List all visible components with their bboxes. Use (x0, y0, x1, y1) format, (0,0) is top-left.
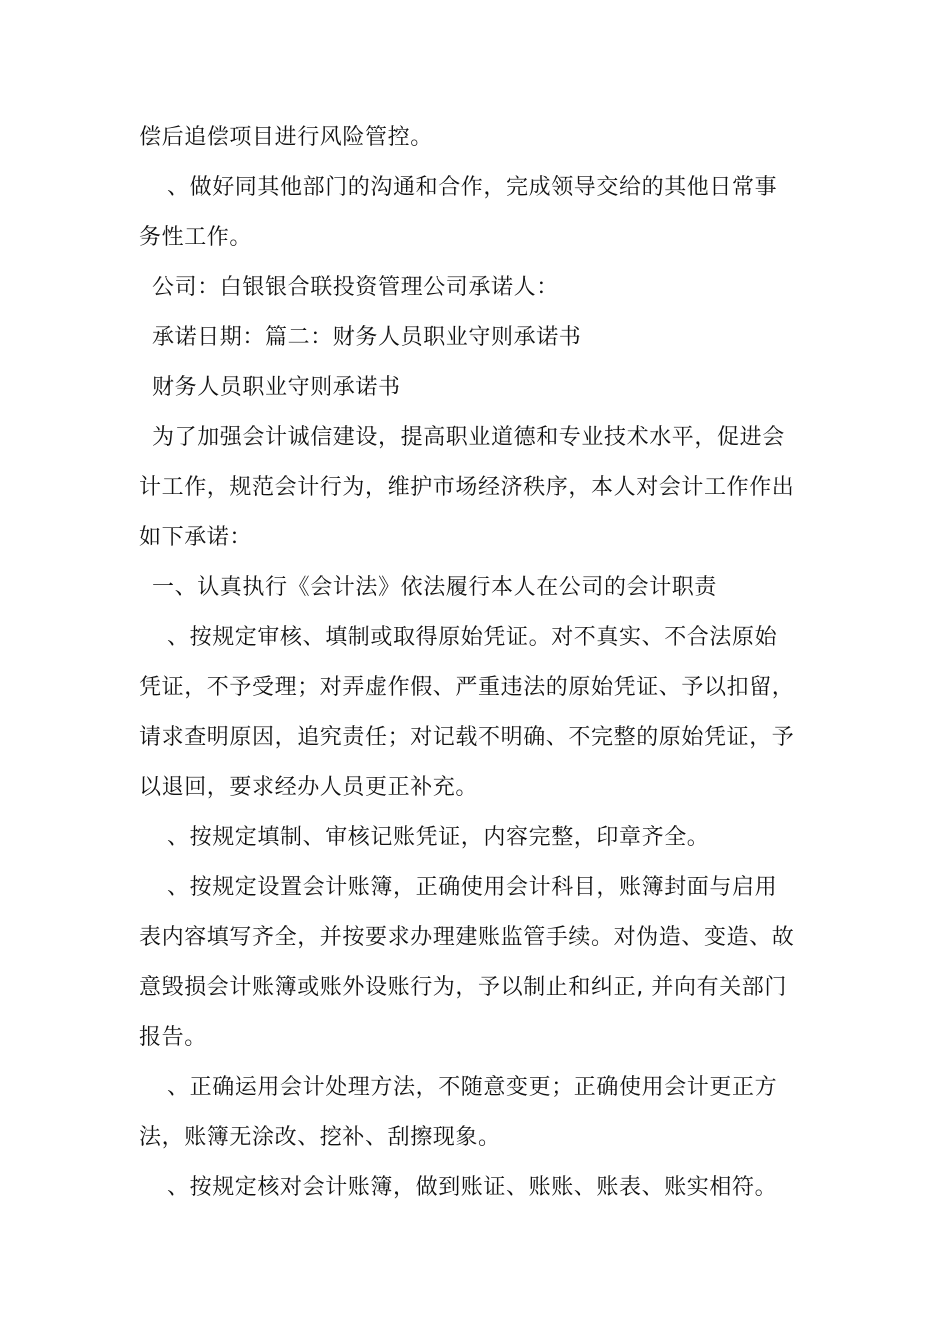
text-line: 请求查明原因，追究责任；对记载不明确、不完整的原始凭证，予 (139, 725, 795, 750)
text-line: 为了加强会计诚信建设，提高职业道德和专业技术水平，促进会 (152, 425, 785, 450)
text-line: 意毁损会计账簿或账外设账行为，予以制止和纠正, 并向有关部门 (139, 975, 787, 1000)
text-line: 承诺日期：篇二：财务人员职业守则承诺书 (152, 325, 582, 350)
text-line: 一、认真执行《会计法》依法履行本人在公司的会计职责 (152, 575, 718, 600)
text-line: 、按规定设置会计账簿，正确使用会计科目，账簿封面与启用 (167, 875, 778, 900)
text-line: 、按规定核对会计账簿，做到账证、账账、账表、账实相符。 (167, 1175, 778, 1200)
text-line: 计工作，规范会计行为，维护市场经济秩序，本人对会计工作作出 (139, 475, 795, 500)
text-line: 以退回，要求经办人员更正补充。 (139, 775, 479, 800)
text-line: 、做好同其他部门的沟通和合作，完成领导交给的其他日常事 (167, 175, 778, 200)
text-line: 公司：白银银合联投资管理公司承诺人： (152, 275, 559, 300)
text-line: 、按规定填制、审核记账凭证，内容完整，印章齐全。 (167, 825, 710, 850)
text-line: 、按规定审核、填制或取得原始凭证。对不真实、不合法原始 (167, 625, 778, 650)
text-line: 务性工作。 (139, 225, 253, 250)
text-line: 凭证，不予受理；对弄虚作假、严重违法的原始凭证、予以扣留， (139, 675, 795, 700)
text-line: 如下承诺： (139, 525, 253, 550)
text-line: 财务人员职业守则承诺书 (152, 375, 401, 400)
text-line: 报告。 (139, 1025, 207, 1050)
text-line: 、正确运用会计处理方法，不随意变更；正确使用会计更正方 (167, 1075, 778, 1100)
text-line: 偿后追偿项目进行风险管控。 (139, 125, 433, 150)
text-line: 表内容填写齐全，并按要求办理建账监管手续。对伪造、变造、故 (139, 925, 795, 950)
document-body (139, 113, 829, 1213)
text-line: 法，账簿无涂改、挖补、刮擦现象。 (139, 1125, 501, 1150)
